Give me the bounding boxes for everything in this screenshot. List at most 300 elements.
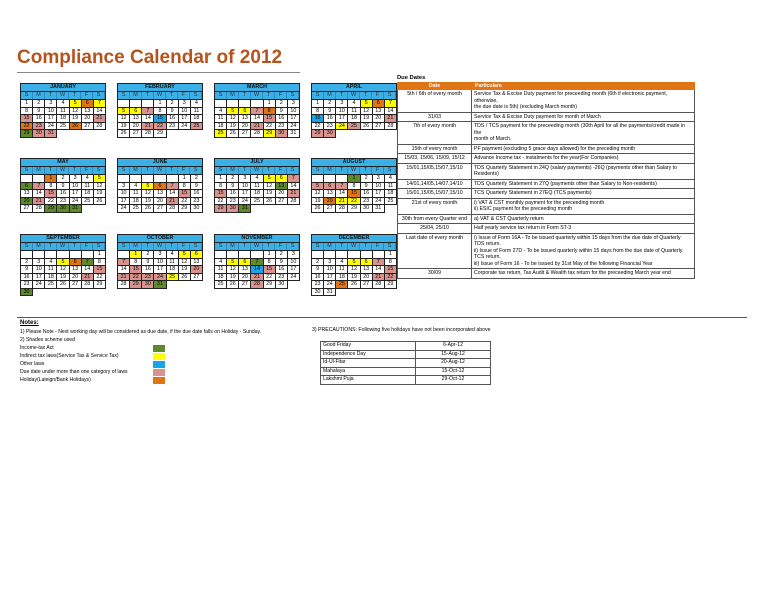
day-cell: 12: [179, 259, 191, 267]
day-grid: [20, 250, 106, 296]
blank-day: [21, 175, 33, 183]
day-cell: 3: [336, 100, 348, 108]
day-cell: 1: [21, 100, 33, 108]
day-cell: 23: [276, 274, 288, 282]
day-cell: 5: [94, 175, 106, 183]
holiday-row: [321, 351, 491, 360]
weekday-header: [214, 91, 300, 99]
particulars-line: i) VAT & CST monthly payment for the preceeding month: [474, 199, 605, 206]
month-june: [117, 158, 203, 213]
blank-day: [33, 251, 45, 259]
weekday-letter: T: [360, 92, 372, 99]
day-cell: 23: [57, 198, 69, 206]
day-cell: 2: [57, 175, 69, 183]
weekday-letter: S: [287, 92, 299, 99]
due-date-row: [397, 164, 695, 180]
day-cell: 28: [82, 281, 94, 289]
day-cell: 17: [118, 198, 130, 206]
weekday-letter: W: [57, 167, 69, 174]
day-cell: 24: [239, 198, 251, 206]
day-cell: 12: [57, 266, 69, 274]
weekday-letter: S: [215, 92, 227, 99]
day-cell: 26: [179, 274, 191, 282]
day-cell: 13: [154, 190, 166, 198]
blank-day: [45, 251, 57, 259]
blank-day: [215, 100, 227, 108]
holiday-name: Independence Day: [321, 351, 416, 360]
day-cell: 18: [57, 115, 69, 123]
day-cell: 14: [118, 266, 130, 274]
day-grid: [311, 174, 397, 213]
note-2: 2) Shades scheme used: [20, 337, 75, 343]
holiday-date: 29-Oct-12: [416, 376, 491, 385]
day-cell: 16: [227, 190, 239, 198]
day-cell: 10: [288, 259, 300, 267]
month-name: FEBRUARY: [117, 83, 203, 91]
day-cell: 18: [348, 115, 360, 123]
day-cell: 16: [142, 266, 154, 274]
due-date-cell: 25/04, 25/10: [397, 224, 472, 233]
day-cell: 26: [348, 281, 360, 289]
blank-day: [348, 251, 360, 259]
day-cell: 2: [276, 100, 288, 108]
day-cell: 26: [70, 123, 82, 131]
day-cell: 3: [154, 251, 166, 259]
day-cell: 25: [57, 123, 69, 131]
day-grid: [311, 99, 397, 138]
day-cell: 30: [33, 130, 45, 138]
day-cell: 20: [191, 266, 203, 274]
month-name: JANUARY: [20, 83, 106, 91]
day-cell: 29: [21, 130, 33, 138]
day-cell: 19: [118, 123, 130, 131]
day-cell: 7: [33, 183, 45, 191]
day-cell: 22: [21, 123, 33, 131]
day-cell: 13: [21, 190, 33, 198]
day-cell: 15: [264, 115, 276, 123]
day-cell: 22: [45, 198, 57, 206]
day-cell: 2: [21, 259, 33, 267]
day-cell: 21: [118, 274, 130, 282]
weekday-letter: M: [33, 92, 45, 99]
day-cell: 2: [191, 175, 203, 183]
weekday-letter: T: [336, 92, 348, 99]
legend-label: Indirect tax laws(Service Tax & Service Tax): [20, 353, 119, 359]
particulars-column-header: Particulars: [475, 83, 502, 89]
day-cell: 27: [21, 205, 33, 213]
weekday-letter: S: [384, 167, 396, 174]
day-cell: 29: [385, 281, 397, 289]
day-cell: 23: [33, 123, 45, 131]
weekday-letter: T: [166, 167, 178, 174]
day-cell: 2: [361, 175, 373, 183]
day-cell: 8: [21, 108, 33, 116]
day-cell: 19: [264, 190, 276, 198]
day-cell: 17: [324, 274, 336, 282]
day-cell: 30: [276, 130, 288, 138]
day-cell: 8: [348, 183, 360, 191]
day-cell: 18: [82, 190, 94, 198]
day-cell: 9: [142, 259, 154, 267]
weekday-letter: F: [275, 243, 287, 250]
day-cell: 25: [385, 198, 397, 206]
day-cell: 3: [324, 259, 336, 267]
blank-day: [142, 100, 154, 108]
day-cell: 15: [215, 190, 227, 198]
day-cell: 27: [82, 123, 94, 131]
weekday-letter: T: [336, 167, 348, 174]
day-grid: [214, 174, 300, 213]
holiday-name: Lakshmi Puja: [321, 376, 416, 385]
due-date-row: [397, 224, 695, 234]
day-cell: 31: [70, 205, 82, 213]
weekday-letter: M: [227, 167, 239, 174]
day-cell: 21: [385, 115, 397, 123]
blank-day: [324, 175, 336, 183]
day-cell: 14: [94, 108, 106, 116]
notes-divider: [17, 317, 747, 318]
month-name: APRIL: [311, 83, 397, 91]
weekday-header: [117, 91, 203, 99]
day-cell: 20: [276, 190, 288, 198]
day-cell: 12: [227, 266, 239, 274]
day-cell: 8: [264, 108, 276, 116]
day-cell: 23: [227, 198, 239, 206]
day-cell: 21: [373, 274, 385, 282]
day-cell: 26: [312, 205, 324, 213]
day-cell: 24: [179, 123, 191, 131]
day-cell: 9: [227, 183, 239, 191]
day-cell: 14: [385, 108, 397, 116]
due-date-cell: 30/09: [397, 269, 472, 278]
weekday-letter: S: [118, 92, 130, 99]
day-cell: 6: [191, 251, 203, 259]
day-cell: 4: [348, 100, 360, 108]
weekday-letter: S: [384, 243, 396, 250]
day-cell: 24: [45, 123, 57, 131]
page-title: Compliance Calendar of 2012: [17, 47, 283, 68]
weekday-letter: S: [312, 167, 324, 174]
day-cell: 24: [324, 281, 336, 289]
month-name: MARCH: [214, 83, 300, 91]
day-cell: 6: [373, 100, 385, 108]
day-cell: 29: [348, 205, 360, 213]
blank-day: [251, 251, 263, 259]
day-cell: 29: [215, 205, 227, 213]
due-date-cell: 7th of every month: [397, 122, 472, 144]
day-cell: 7: [336, 183, 348, 191]
weekday-letter: M: [130, 167, 142, 174]
weekday-header: [20, 91, 106, 99]
day-cell: 3: [239, 175, 251, 183]
day-cell: 22: [154, 123, 166, 131]
day-cell: 7: [118, 259, 130, 267]
blank-day: [324, 251, 336, 259]
day-cell: 14: [251, 266, 263, 274]
day-cell: 5: [361, 100, 373, 108]
weekday-letter: M: [130, 92, 142, 99]
particulars-line: ii) Issue of Form 27D - To be issued quarterly within 15 days from the due date of Quarterly: [474, 247, 683, 254]
day-cell: 10: [179, 108, 191, 116]
day-cell: 15: [348, 190, 360, 198]
day-cell: 4: [251, 175, 263, 183]
day-cell: 28: [336, 205, 348, 213]
day-cell: 16: [276, 266, 288, 274]
particulars-line: Advance Income tax - instalments for the year(For Companies): [474, 155, 619, 161]
blank-day: [361, 251, 373, 259]
day-cell: 24: [154, 274, 166, 282]
day-cell: 4: [45, 259, 57, 267]
blank-day: [118, 100, 130, 108]
legend-label: Holiday(Laleign/Bank Holidays): [20, 377, 91, 383]
day-cell: 5: [118, 108, 130, 116]
day-cell: 8: [45, 183, 57, 191]
day-cell: 23: [21, 281, 33, 289]
day-cell: 20: [239, 123, 251, 131]
particulars-line: Half yearly service tax return in Form ST-3: [474, 225, 572, 231]
blank-day: [154, 175, 166, 183]
day-cell: 20: [361, 274, 373, 282]
day-cell: 27: [154, 205, 166, 213]
day-cell: 5: [264, 175, 276, 183]
day-cell: 28: [94, 123, 106, 131]
day-cell: 11: [82, 183, 94, 191]
day-cell: 1: [264, 100, 276, 108]
weekday-header: [117, 242, 203, 250]
day-grid: [214, 99, 300, 138]
day-cell: 18: [45, 274, 57, 282]
day-cell: 11: [45, 266, 57, 274]
month-august: [311, 158, 397, 213]
particulars-line: TDS Quarterly Statement in 24Q (salary payments) -26Q (payments other than Salary to Residents): [474, 164, 677, 177]
day-cell: 8: [154, 108, 166, 116]
day-cell: 18: [130, 198, 142, 206]
day-grid: [117, 99, 203, 138]
day-cell: 22: [312, 123, 324, 131]
blank-day: [118, 251, 130, 259]
day-cell: 27: [191, 274, 203, 282]
blank-day: [227, 100, 239, 108]
weekday-letter: S: [21, 92, 33, 99]
due-date-cell: 30th from every Quarter end: [397, 215, 472, 224]
day-cell: 26: [57, 281, 69, 289]
particulars-line: a) VAT & CST Quarterly return: [474, 215, 544, 222]
day-cell: 20: [21, 198, 33, 206]
due-dates-table: [397, 82, 695, 279]
day-cell: 29: [264, 130, 276, 138]
day-cell: 15: [45, 190, 57, 198]
day-cell: 5: [227, 259, 239, 267]
day-cell: 17: [70, 190, 82, 198]
weekday-letter: F: [178, 167, 190, 174]
day-cell: 4: [57, 100, 69, 108]
weekday-letter: F: [275, 92, 287, 99]
day-cell: 30: [57, 205, 69, 213]
day-cell: 11: [336, 266, 348, 274]
weekday-letter: F: [372, 167, 384, 174]
blank-day: [21, 251, 33, 259]
day-cell: 17: [288, 115, 300, 123]
weekday-letter: T: [360, 243, 372, 250]
day-cell: 15: [21, 115, 33, 123]
day-cell: 24: [336, 123, 348, 131]
due-date-cell: Last date of every month: [397, 234, 472, 269]
particulars-cell: [472, 224, 695, 233]
day-cell: 30: [227, 205, 239, 213]
day-cell: 14: [82, 266, 94, 274]
day-cell: 28: [33, 205, 45, 213]
particulars-line: TCS return.: [474, 254, 501, 260]
day-cell: 19: [57, 274, 69, 282]
day-cell: 10: [33, 266, 45, 274]
weekday-letter: F: [81, 92, 93, 99]
weekday-letter: W: [154, 167, 166, 174]
day-cell: 12: [70, 108, 82, 116]
day-cell: 4: [82, 175, 94, 183]
day-cell: 26: [264, 198, 276, 206]
due-dates-header: [397, 82, 695, 90]
day-cell: 7: [82, 259, 94, 267]
day-cell: 6: [276, 175, 288, 183]
holiday-date: 15-Oct-12: [416, 368, 491, 377]
day-cell: 20: [239, 274, 251, 282]
weekday-letter: M: [33, 167, 45, 174]
month-january: [20, 83, 106, 138]
day-cell: 22: [264, 274, 276, 282]
holiday-date: 6-Apr-12: [416, 342, 491, 351]
holiday-name: Mahalaya: [321, 368, 416, 377]
weekday-letter: F: [178, 92, 190, 99]
day-cell: 16: [167, 115, 179, 123]
holiday-name: Good Friday: [321, 342, 416, 351]
weekday-header: [214, 242, 300, 250]
weekday-header: [117, 166, 203, 174]
weekday-letter: T: [69, 92, 81, 99]
day-cell: 18: [215, 123, 227, 131]
weekday-letter: T: [239, 243, 251, 250]
day-cell: 24: [33, 281, 45, 289]
blank-day: [239, 100, 251, 108]
day-cell: 17: [288, 266, 300, 274]
particulars-line: TCS Quarterly Statement in 27EQ (TCS payments): [474, 190, 592, 196]
weekday-letter: S: [287, 243, 299, 250]
legend-item: [20, 344, 300, 352]
holiday-date: 15-Aug-12: [416, 351, 491, 360]
day-cell: 10: [288, 108, 300, 116]
particulars-cell: [472, 122, 695, 144]
weekday-letter: S: [190, 243, 202, 250]
precautions-note: 3) PRECAUTIONS: Following five holidays have not been incorporated above: [312, 327, 491, 333]
month-name: DECEMBER: [311, 234, 397, 242]
day-grid: [311, 250, 397, 296]
day-cell: 24: [118, 205, 130, 213]
weekday-letter: M: [33, 243, 45, 250]
day-cell: 23: [312, 281, 324, 289]
day-cell: 27: [373, 123, 385, 131]
day-cell: 19: [312, 198, 324, 206]
month-name: AUGUST: [311, 158, 397, 166]
day-cell: 9: [167, 108, 179, 116]
day-cell: 1: [264, 251, 276, 259]
day-cell: 27: [239, 130, 251, 138]
blank-day: [118, 175, 130, 183]
day-cell: 30: [361, 205, 373, 213]
particulars-cell: [472, 189, 695, 198]
day-cell: 7: [288, 175, 300, 183]
weekday-letter: W: [251, 167, 263, 174]
day-cell: 19: [94, 190, 106, 198]
weekday-letter: S: [312, 243, 324, 250]
weekday-header: [311, 91, 397, 99]
day-cell: 16: [276, 115, 288, 123]
particulars-line: PF payment (excluding 5 grace days allowed) for the preceding month: [474, 145, 636, 152]
legend-label: Income-tax Act: [20, 345, 54, 351]
particulars-cell: [472, 269, 695, 278]
day-cell: 4: [130, 183, 142, 191]
day-cell: 13: [82, 108, 94, 116]
day-cell: 4: [385, 175, 397, 183]
legend-label: Due date under more than one category of laws: [20, 369, 128, 375]
day-cell: 1: [215, 175, 227, 183]
due-date-row: [397, 145, 695, 155]
day-cell: 22: [130, 274, 142, 282]
day-cell: 31: [373, 205, 385, 213]
due-date-cell: 14/01,14/05,14/07,14/10: [397, 180, 472, 189]
weekday-header: [20, 166, 106, 174]
day-cell: 16: [324, 115, 336, 123]
due-date-row: [397, 269, 695, 279]
day-cell: 9: [312, 266, 324, 274]
day-cell: 23: [276, 123, 288, 131]
day-cell: 6: [239, 108, 251, 116]
day-cell: 17: [373, 190, 385, 198]
day-cell: 22: [215, 198, 227, 206]
day-cell: 2: [167, 100, 179, 108]
day-cell: 9: [21, 266, 33, 274]
day-cell: 24: [70, 198, 82, 206]
weekday-letter: W: [348, 167, 360, 174]
weekday-header: [311, 242, 397, 250]
month-november: [214, 234, 300, 289]
weekday-letter: T: [69, 243, 81, 250]
day-cell: 13: [70, 266, 82, 274]
legend-swatch: [153, 353, 165, 360]
day-cell: 25: [215, 281, 227, 289]
day-cell: 28: [251, 281, 263, 289]
day-cell: 21: [167, 198, 179, 206]
day-cell: 15: [179, 190, 191, 198]
due-date-cell: 31/03: [397, 113, 472, 122]
day-cell: 30: [276, 281, 288, 289]
day-cell: 19: [70, 115, 82, 123]
weekday-letter: S: [118, 167, 130, 174]
weekday-letter: T: [142, 92, 154, 99]
day-cell: 8: [94, 259, 106, 267]
weekday-letter: S: [93, 243, 105, 250]
weekday-letter: T: [166, 243, 178, 250]
day-cell: 5: [142, 183, 154, 191]
legend-item: [20, 368, 300, 376]
month-april: [311, 83, 397, 138]
due-date-row: [397, 199, 695, 215]
day-cell: 15: [94, 266, 106, 274]
day-cell: 30: [191, 205, 203, 213]
day-cell: 16: [361, 190, 373, 198]
day-grid: [214, 250, 300, 289]
month-name: NOVEMBER: [214, 234, 300, 242]
day-cell: 29: [154, 130, 166, 138]
weekday-letter: M: [324, 92, 336, 99]
